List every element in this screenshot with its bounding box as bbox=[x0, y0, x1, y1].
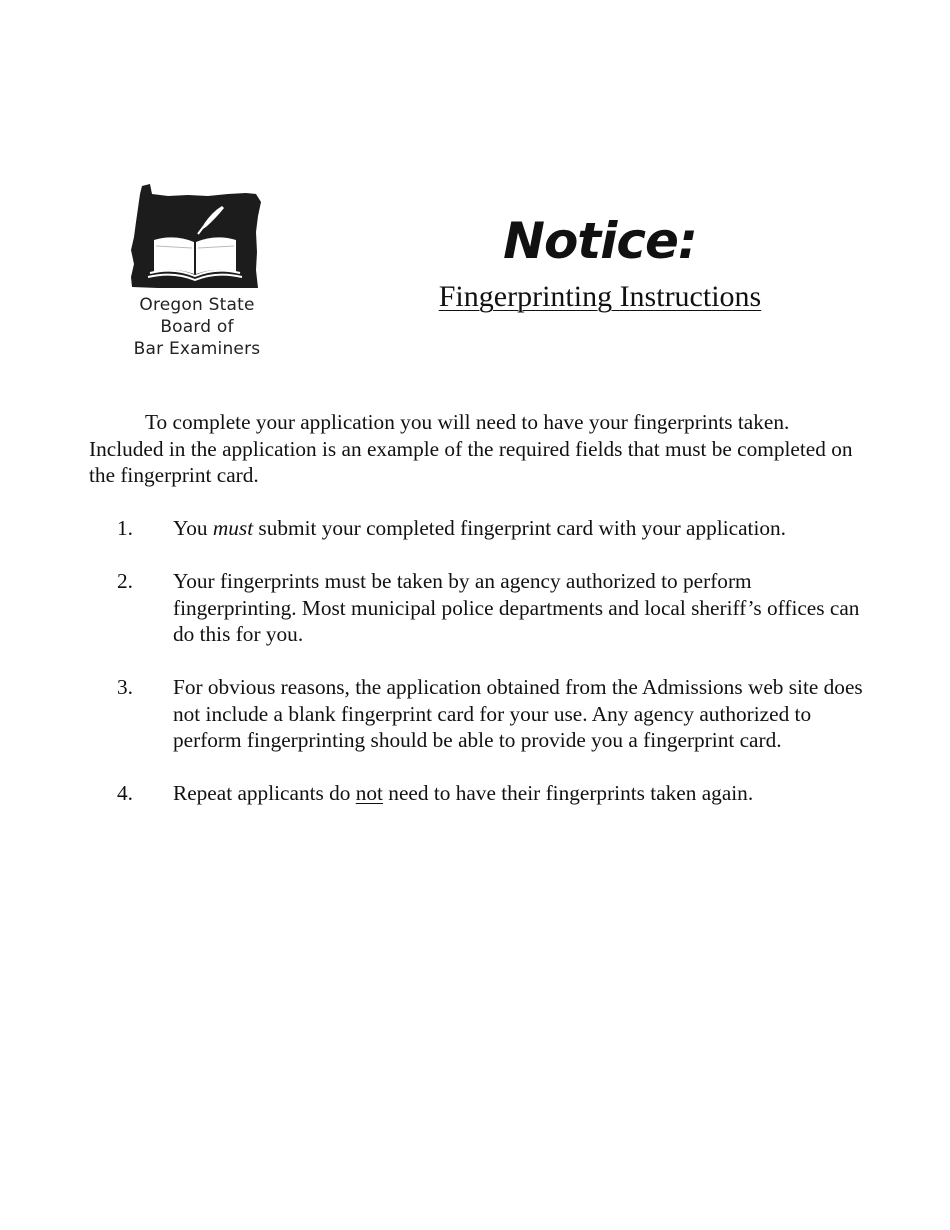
logo-line-3: Bar Examiners bbox=[133, 339, 261, 359]
item-text-pre: Repeat applicants do bbox=[173, 781, 356, 805]
item-text bbox=[173, 780, 863, 807]
item-number: 2. bbox=[117, 569, 133, 593]
list-item bbox=[0, 674, 950, 754]
notice-title: Notice: bbox=[503, 212, 697, 270]
instruction-list bbox=[0, 515, 950, 833]
logo-line-2: Board of bbox=[160, 317, 234, 337]
item-text: For obvious reasons, the application obtained from the Admissions web site does not include a blank fingerprint card for your use. Any agency authorized to perform fingerprinting should be able to provide you a fingerprint card. bbox=[173, 675, 863, 752]
intro-paragraph: To complete your application you will need to have your fingerprints taken. Included in the application is an example of the required fields that must be completed on the fingerprint card. bbox=[89, 410, 853, 487]
notice-heading bbox=[380, 210, 820, 314]
item-text-pre: You bbox=[173, 516, 213, 540]
item-number: 3. bbox=[117, 675, 133, 699]
item-text-post: submit your completed fingerprint card with your application. bbox=[253, 516, 786, 540]
logo-line-1: Oregon State bbox=[139, 295, 255, 315]
board-logo bbox=[122, 182, 272, 360]
list-item bbox=[0, 568, 950, 648]
item-text bbox=[173, 515, 863, 542]
list-item bbox=[0, 780, 950, 807]
item-number: 4. bbox=[117, 781, 133, 805]
item-emphasis: not bbox=[355, 781, 383, 805]
list-item bbox=[0, 515, 950, 542]
item-text: Your fingerprints must be taken by an agency authorized to perform fingerprinting. Most municipal police departments and local sheriff’s offices can do this for you. bbox=[173, 569, 860, 646]
item-text-post: need to have their fingerprints taken again. bbox=[382, 781, 754, 805]
notice-subtitle: Fingerprinting Instructions bbox=[438, 280, 762, 313]
oregon-book-pen-icon bbox=[128, 182, 264, 290]
item-emphasis: must bbox=[212, 516, 254, 540]
item-number: 1. bbox=[117, 516, 133, 540]
